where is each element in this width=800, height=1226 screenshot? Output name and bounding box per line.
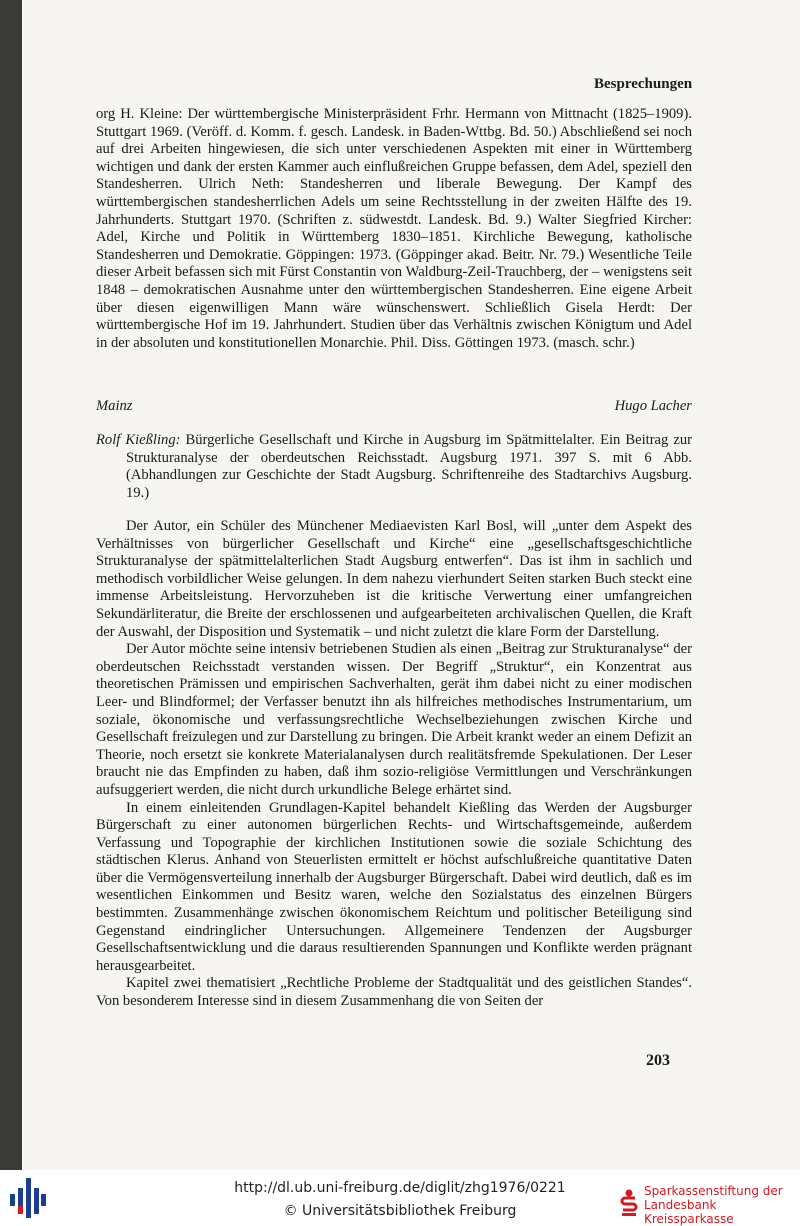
sponsor-name [644, 1184, 800, 1226]
review-author: Rolf Kießling: [96, 432, 181, 448]
source-url-link[interactable]: http://dl.ub.uni-freiburg.de/diglit/zhg1976/0221 [234, 1180, 566, 1196]
page-number: 203 [646, 1052, 670, 1069]
sparkasse-logo-icon [620, 1189, 638, 1221]
review-signature [96, 398, 692, 415]
sponsor-block [620, 1184, 800, 1226]
signature-reviewer: Hugo Lacher [614, 398, 692, 414]
body-paragraph: Kapitel zwei thematisiert „Rechtliche Probleme der Stadtqualität und des geistlichen Standes“. Von besonderem Interesse sind in diesem Zusammenhang die von Seiten der [96, 975, 692, 1010]
body-paragraph: Der Autor möchte seine intensiv betriebenen Studien als einen „Beitrag zur Strukturanalyse“ der oberdeutschen Reichsstadt verstanden wissen. Der Begriff „Struktur“, ein Konzentrat aus theoretischen Prämissen und empirischen Sachverhalten, gerät ihm dabei nicht zu einer modischen Leer- und Blindformel; der Verfasser benutzt ihn als hilfreiches methodisches Instrumentarium, um soziale, ökonomische und verfassungsrechtliche Wechselbeziehungen zwischen Kirche und Gesellschaft freizulegen und zur Darstellung zu bringen. Die Arbeit krankt weder an einem Defizit an Theorie, noch ersetzt sie konkrete Materialanalysen durch realitätsfremde Spekulationen. Der Leser braucht nie das Empfinden zu haben, daß ihm sozio-religiöse Vermittlungen und Verschränkungen aufsuggeriert werden, die nicht durch urkundliche Belege erhärtet sind. [96, 641, 692, 798]
running-header: Besprechungen [594, 76, 693, 92]
continuation-paragraph: org H. Kleine: Der württembergische Ministerpräsident Frhr. Hermann von Mittnacht (1825–1909). Stuttgart 1969. (Veröff. d. Komm. f. gesch. Landesk. in Baden-Wttbg. Bd. 50.) Abschließend sei noch auf drei Arbeiten hingewiesen, die sich unter verschiedenen Aspekten mit einer in Württemberg wichtigen und dank der ersten Kammer auch einflußreichen Gruppe befassen, dem Adel, speziell den Standesherren. Ulrich Neth: Standesherren und liberale Bewegung. Der Kampf des württembergischen standesherrlichen Adels um seine Rechtsstellung in der zweiten Hälfte des 19. Jahrhunderts. Stuttgart 1970. (Schriften z. südwestdt. Landesk. Bd. 9.) Walter Siegfried Kircher: Adel, Kirche und Politik in Württemberg 1830–1851. Kirchliche Bewegung, katholische Standesherren und Demokratie. Göppingen: 1973. (Göppinger akad. Beitr. Nr. 79.) Wesentliche Teile dieser Arbeit befassen sich mit Fürst Constantin von Waldburg-Zeil-Trauchberg, der – wenigstens seit 1848 – demokratischen Ausnahme unter den württembergischen Standesherren. Eine eigene Arbeit über diesen eigenwilligen Mann wäre wünschenswert. Schließlich Gisela Herdt: Der württembergische Hof im 19. Jahrhundert. Studien über das Verhältnis zwischen Königtum und Adel in der absoluten und konstitutionellen Monarchie. Phil. Diss. Göttingen 1973. (masch. schr.) [96, 106, 692, 351]
review-body [96, 518, 692, 1011]
copyright-notice: © Universitätsbibliothek Freiburg [283, 1203, 517, 1219]
body-paragraph: Der Autor, ein Schüler des Münchener Mediaevisten Karl Bosl, will „unter dem Aspekt des Verhältnisses von bürgerlicher Gesellschaft und Kirche“ eine „gesellschaftsgeschichtliche Strukturanalyse der spätmittelalterlichen Stadt Augsburg entwerfen“. Das ist ihm in sachlich und methodisch vorbildlicher Weise gelungen. In dem nahezu vierhundert Seiten starken Buch steckt eine immense Arbeitsleistung. Hervorzuheben ist die kritische Verwertung einer umfangreichen Sekundärliteratur, die Breite der erschlossenen und aufgearbeiteten archivalischen Quellen, die Kraft der Auswahl, der Disposition und Systematik – und nicht zuletzt die klare Form der Darstellung. [96, 518, 692, 640]
review-continuation [96, 106, 692, 352]
body-paragraph: In einem einleitenden Grundlagen-Kapitel behandelt Kießling das Werden der Augsburger Bürgerschaft zu einer autonomen bürgerlichen Rechts- und Wirtschaftsgemeinde, außerdem Verfassung und Topographie der kirchlichen Institutionen sowie die soziale Schichtung des städtischen Klerus. Anhand von Steuerlisten ermittelt er höchst aufschlußreiche quantitative Daten über die Vermögensverteilung innerhalb der Augsburger Bürgerschaft. Dabei wird deutlich, daß es im wesentlichen Einkommen und Besitz waren, welche den Sozialstatus des einzelnen Bürgers bestimmten. Zusammenhänge zwischen ökonomischem Reichtum und politischer Beteiligung sind Gegenstand eindringlicher Untersuchungen. Allgemeinere Tendenzen der Augsburger Gesellschaftsentwicklung und die daraus resultierenden Spannungen und Konflikte werden prägnant herausgearbeitet. [96, 799, 692, 974]
signature-place: Mainz [96, 398, 133, 414]
sponsor-line-1: Sparkassenstiftung der [644, 1184, 783, 1198]
bibliographic-entry [96, 432, 692, 502]
sponsor-line-2: Landesbank Kreissparkasse [644, 1198, 734, 1226]
citation-text: Bürgerliche Gesellschaft und Kirche in Augsburg im Spätmittelalter. Ein Beitrag zur Strukturanalyse der oberdeutschen Reichsstadt. Augsburg 1971. 397 S. mit 6 Abb. (Abhandlungen zur Geschichte der Stadt Augsburg. Schriftenreihe des Stadtarchivs Augsburg. 19.) [126, 432, 692, 501]
footer-bar [0, 1170, 800, 1226]
